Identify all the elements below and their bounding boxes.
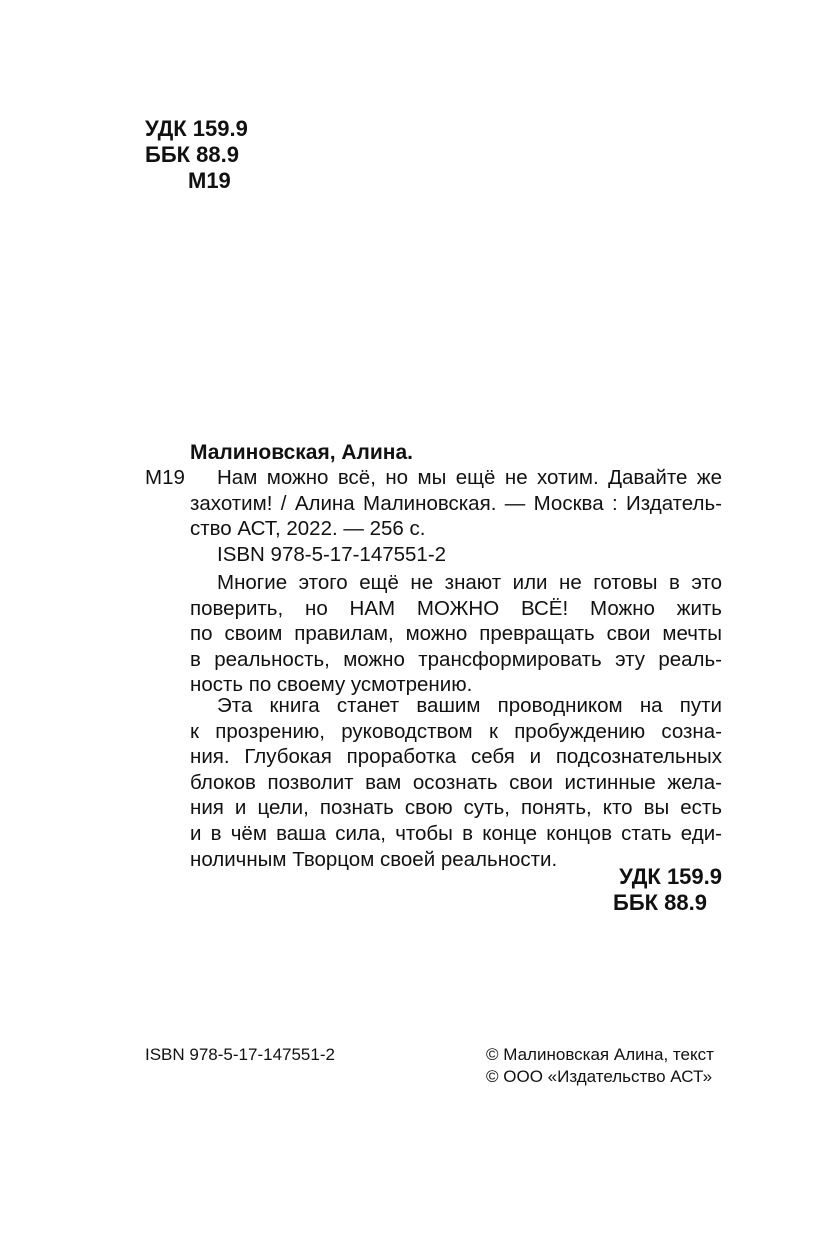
record-bbk: ББК 88.9 bbox=[613, 890, 707, 915]
title-line: Нам можно всё, но мы ещё не хотим. Давайте же bbox=[217, 466, 722, 489]
top-bbk: ББК 88.9 bbox=[145, 142, 239, 167]
record-isbn: ISBN 978-5-17-147551-2 bbox=[217, 543, 447, 566]
record-mark: М19 bbox=[145, 466, 185, 489]
top-udk: УДК 159.9 bbox=[145, 116, 248, 141]
record-title bbox=[190, 465, 722, 542]
record-udk: УДК 159.9 bbox=[619, 864, 722, 889]
annotation-line: поверить, но НАМ МОЖНО ВСЁ! Можно жить bbox=[190, 596, 722, 620]
annotation-line: в реальность, можно трансформировать эту реаль- bbox=[190, 647, 722, 671]
footer-isbn: ISBN 978-5-17-147551-2 bbox=[145, 1045, 335, 1064]
annotation-line: Многие этого ещё не знают или не готовы в это bbox=[217, 571, 722, 594]
annotation-line: и в чём ваша сила, чтобы в конце концов стать еди- bbox=[190, 821, 722, 845]
annotation-line: ния. Глубокая проработка себя и подсознательных bbox=[190, 745, 722, 769]
annotation-line: ность по своему усмотрению. bbox=[190, 673, 473, 697]
annotation-line: ноличным Творцом своей реальности. bbox=[190, 847, 558, 871]
record-heading: Малиновская, Алина. bbox=[190, 441, 413, 464]
footer-copyright-publisher: © ООО «Издательство АСТ» bbox=[486, 1067, 713, 1086]
annotation-line: Эта книга станет вашим проводником на пути bbox=[217, 694, 722, 717]
annotation-line: ния и цели, познать свою суть, понять, кто вы есть bbox=[190, 796, 722, 820]
title-line: захотим! / Алина Малиновская. — Москва : Издатель- bbox=[190, 491, 722, 515]
annotation-paragraph-1 bbox=[190, 570, 722, 698]
annotation-paragraph-2 bbox=[190, 693, 722, 872]
annotation-line: к прозрению, руководством к пробуждению созна- bbox=[190, 719, 722, 743]
annotation-line: по своим правилам, можно превращать свои мечты bbox=[190, 622, 722, 646]
title-line: ство АСТ, 2022. — 256 с. bbox=[190, 517, 426, 541]
footer-copyright-author: © Малиновская Алина, текст bbox=[486, 1045, 714, 1064]
annotation-line: блоков позволит вам осознать свои истинные жела- bbox=[190, 770, 722, 794]
top-author-mark: М19 bbox=[188, 168, 231, 193]
